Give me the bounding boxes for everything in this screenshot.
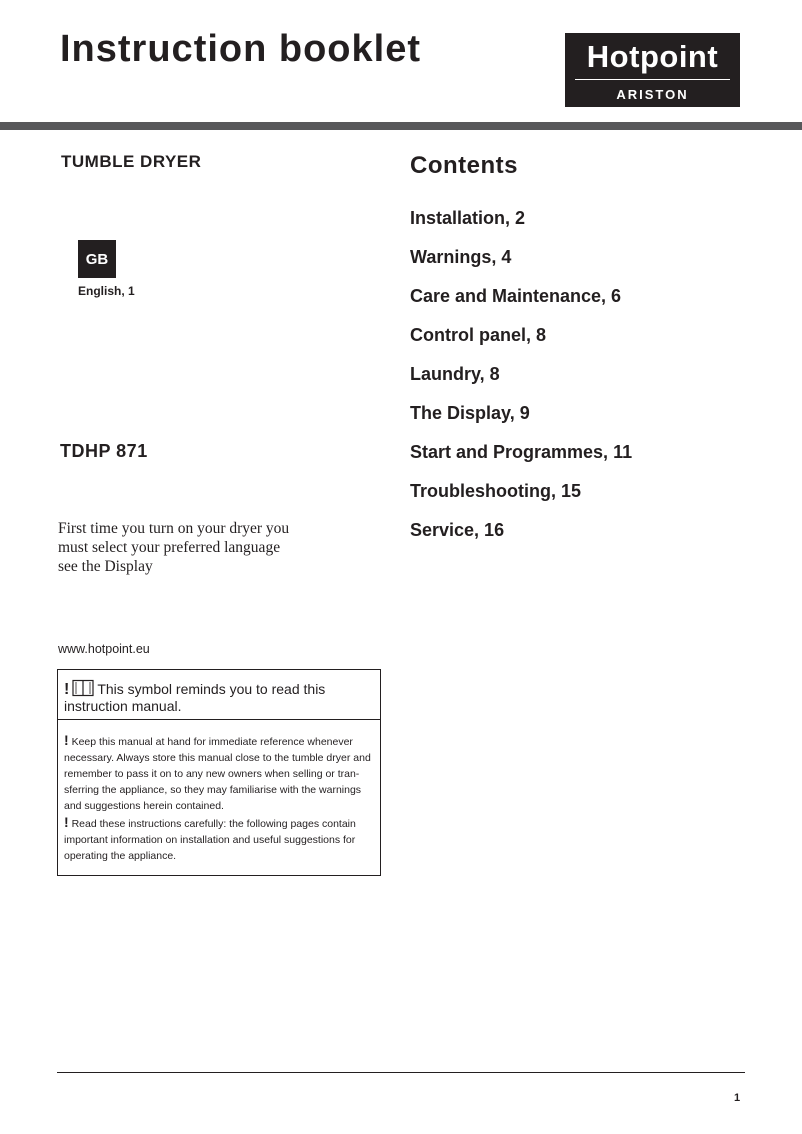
header-bar [0,122,802,130]
first-time-note-line: see the Display [58,558,153,575]
toc-item: Laundry, 8 [410,364,500,384]
toc-item: The Display, 9 [410,403,530,423]
notice-box [57,669,381,876]
hotpoint-ariston-logo [565,33,740,107]
document-title: Instruction booklet [60,28,421,70]
exclamation-icon: ! [64,732,69,748]
exclamation-icon: ! [64,681,70,698]
language-badge: GB [78,240,116,278]
page-number: 1 [734,1092,741,1104]
exclamation-icon: ! [64,814,69,830]
footer-divider [57,1072,745,1073]
table-of-contents [410,206,632,557]
first-time-note [58,519,358,576]
logo-sub-brand: ARISTON [616,87,689,102]
notice-header [58,670,380,720]
toc-item: Control panel, 8 [410,325,547,345]
first-time-note-line: First time you turn on your dryer you [58,520,290,537]
toc-item: Warnings, 4 [410,247,512,267]
logo-brand: Hotpoint [586,39,719,74]
model-number: TDHP 871 [60,441,148,461]
toc-item: Start and Programmes, 11 [410,442,633,462]
notice-header-text: This symbol reminds you to read this instruction manual. [64,681,326,714]
language-page-reference: English, 1 [78,284,135,298]
toc-item: Care and Maintenance, 6 [410,286,622,306]
website-url: www.hotpoint.eu [58,642,150,656]
notice-paragraph-text: Read these instructions carefully: the following pages contain important information on installation and useful suggestions for operating the appliance. [64,818,356,862]
toc-item: Troubleshooting, 15 [410,481,582,501]
contents-heading: Contents [410,152,518,179]
book-icon [72,679,94,697]
notice-paragraph-text: Keep this manual at hand for immediate reference whenever necessary. Always store this manual close to the tumble dryer and remember to pass it on to any new owners when selling or tran-sferring the appliance, so they may familiarise with the warnings and suggestions herein contained. [64,736,371,812]
notice-paragraph [64,732,380,814]
notice-body [64,732,380,864]
first-time-note-line: must select your preferred language [58,539,281,556]
product-type: TUMBLE DRYER [61,152,202,171]
notice-paragraph [64,814,380,864]
logo-divider [575,79,730,80]
toc-item: Service, 16 [410,520,505,540]
toc-item: Installation, 2 [410,208,526,228]
